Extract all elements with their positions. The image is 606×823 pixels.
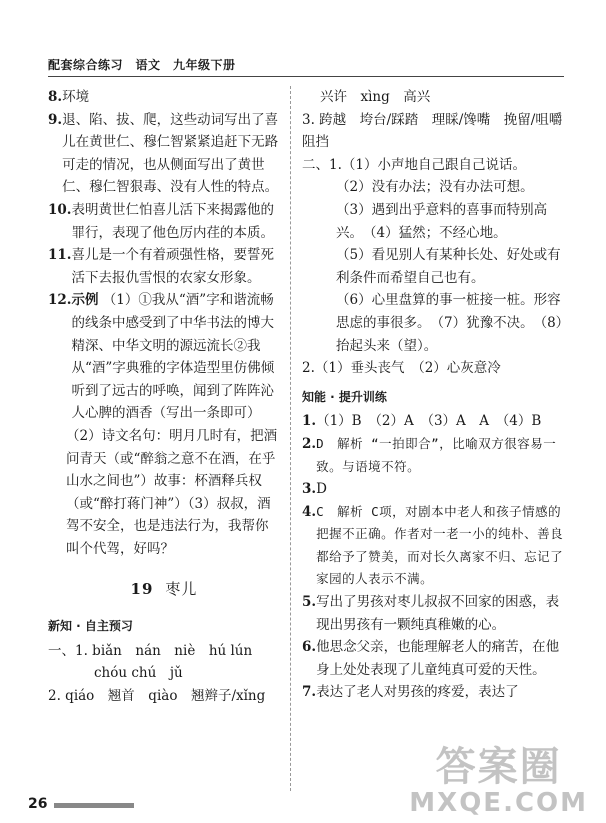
answer-item xyxy=(302,681,564,704)
pinyin-line: 2. qiáo 翘首 qiào 翘辫子/xǐng xyxy=(48,687,266,704)
text-line: （5）看见别人有某种长处、好处或有利条件而希望自己也有。 xyxy=(336,247,561,286)
answer-item xyxy=(302,410,564,433)
column-divider xyxy=(290,86,291,791)
item-text: 退、陷、拔、爬，这些动词写出了喜儿在黄世仁、穆仁智紧紧追赶下无路可走的情况，也从侧面写出了黄世仁、穆仁智狠毒、没有人性的特点。 xyxy=(62,111,279,196)
answer-item xyxy=(302,478,564,501)
item-number: 9. xyxy=(48,111,63,128)
header-rule xyxy=(48,76,564,77)
text-line: （3）遇到出乎意料的喜事而特别高兴。 （4）猛然；不经心地。 xyxy=(336,201,548,241)
item-number: 8. xyxy=(48,89,63,105)
answer-item xyxy=(302,433,564,478)
item-number: 5. xyxy=(302,594,317,611)
lesson-name: 枣儿 xyxy=(165,580,198,599)
answer-item xyxy=(48,86,280,109)
item-text: 喜儿是一个有着顽强性格，要誓死活下去报仇雪恨的农家女形象。 xyxy=(71,247,274,286)
watermark xyxy=(409,745,588,817)
item-text: 表达了老人对男孩的疼爱，表达了 xyxy=(316,684,519,701)
pinyin-line: chóu chú jǔ xyxy=(94,665,183,682)
section-heading: 新知 · 自主预习 xyxy=(48,619,133,634)
text-line: 二、1.（1）小声地自己跟自己说话。 xyxy=(302,156,526,173)
right-column xyxy=(302,86,576,704)
answer-item xyxy=(48,244,280,289)
item-number: 10. xyxy=(48,201,72,218)
answer-item xyxy=(48,289,280,425)
item-number: 3. xyxy=(302,481,317,498)
answer-item xyxy=(48,199,280,244)
page-header: 配套综合练习 语文 九年级下册 xyxy=(48,58,236,72)
item-text: （1）①我从“酒”字和谐流畅的线条中感受到了中华书法的博大精深、中华文明的源远流长②我从“酒”字典雅的字体造型里仿佛倾听到了远古的呼唤，闻到了阵阵沁人心脾的酒香（写出一条即可） xyxy=(71,292,275,422)
item-text: D 解析 “一拍即合”，比喻双方很容易一致。与语境不符。 xyxy=(316,435,557,474)
lesson-title xyxy=(48,578,280,601)
item-number: 2. xyxy=(302,435,317,452)
item-number: 4. xyxy=(302,503,317,520)
answer-item xyxy=(302,591,564,636)
item-text: （1）B （2）A （3）A A （4）B xyxy=(316,413,542,430)
left-column xyxy=(48,86,280,707)
text-line: 2.（1）垂头丧气 （2）心灰意冷 xyxy=(302,360,501,377)
answer-item xyxy=(48,109,280,199)
item-number: 6. xyxy=(302,639,317,656)
item-text: 表明黄世仁怕喜儿活下来揭露他的罪行，表现了他色厉内荏的本质。 xyxy=(71,201,274,241)
item-number: 11. xyxy=(48,247,72,264)
lesson-number: 19 xyxy=(130,580,154,599)
pinyin-line: 一、1. biǎn nán niè hú lún xyxy=(48,642,253,659)
item-text: 他思念父亲，也能理解老人的痛苦，在他身上处处表现了儿童纯真可爱的天性。 xyxy=(316,639,560,678)
section-heading: 知能 · 提升训练 xyxy=(302,389,387,404)
item-text: 环境 xyxy=(62,89,90,105)
item-number: 12. xyxy=(48,292,72,309)
text-line: 3. 跨越 垮台/踩踏 理睬/馋嘴 挽留/咀嚼 阻挡 xyxy=(302,111,576,151)
item-text: C 解析 C项，对剧本中老人和孩子情感的把握不正确。作者对一老一小的纯朴、善良都给予了赞美，而对长久离家不归、忘记了家园的人表示不满。 xyxy=(316,503,564,587)
example-label: 示例 xyxy=(71,292,99,309)
text-line: （2）没有办法；没有办法可想。 xyxy=(336,179,534,196)
item-text: 写出了男孩对枣儿叔叔不回家的困惑，表现出男孩有一颗纯真稚嫩的心。 xyxy=(316,594,560,633)
item-text: D xyxy=(316,481,327,498)
footer-bar xyxy=(54,803,134,808)
watermark-logo-text: 答案圈 xyxy=(435,744,562,790)
item-number: 1. xyxy=(302,413,317,430)
text-line: 兴许 xìng 高兴 xyxy=(320,89,431,105)
answer-item xyxy=(302,501,564,591)
text-line: （6）心里盘算的事一桩接一桩。形容思虑的事很多。 （7）犹豫不决。 （8）抬起头来（望）。 xyxy=(336,292,563,354)
answer-continuation: （2）诗文名句：明月几时有，把酒问青天（或“醉翁之意不在酒，在乎山水之间也”）故事：杯酒释兵权（或“醉打蒋门神”）（3）叔叔，酒驾不安全，也是违法行为，我帮你叫个代驾，好吗？ xyxy=(66,427,278,557)
item-number: 7. xyxy=(302,684,317,701)
answer-item xyxy=(302,636,564,681)
page-number: 26 xyxy=(28,796,48,812)
watermark-domain: MXQE.COM xyxy=(409,788,588,818)
